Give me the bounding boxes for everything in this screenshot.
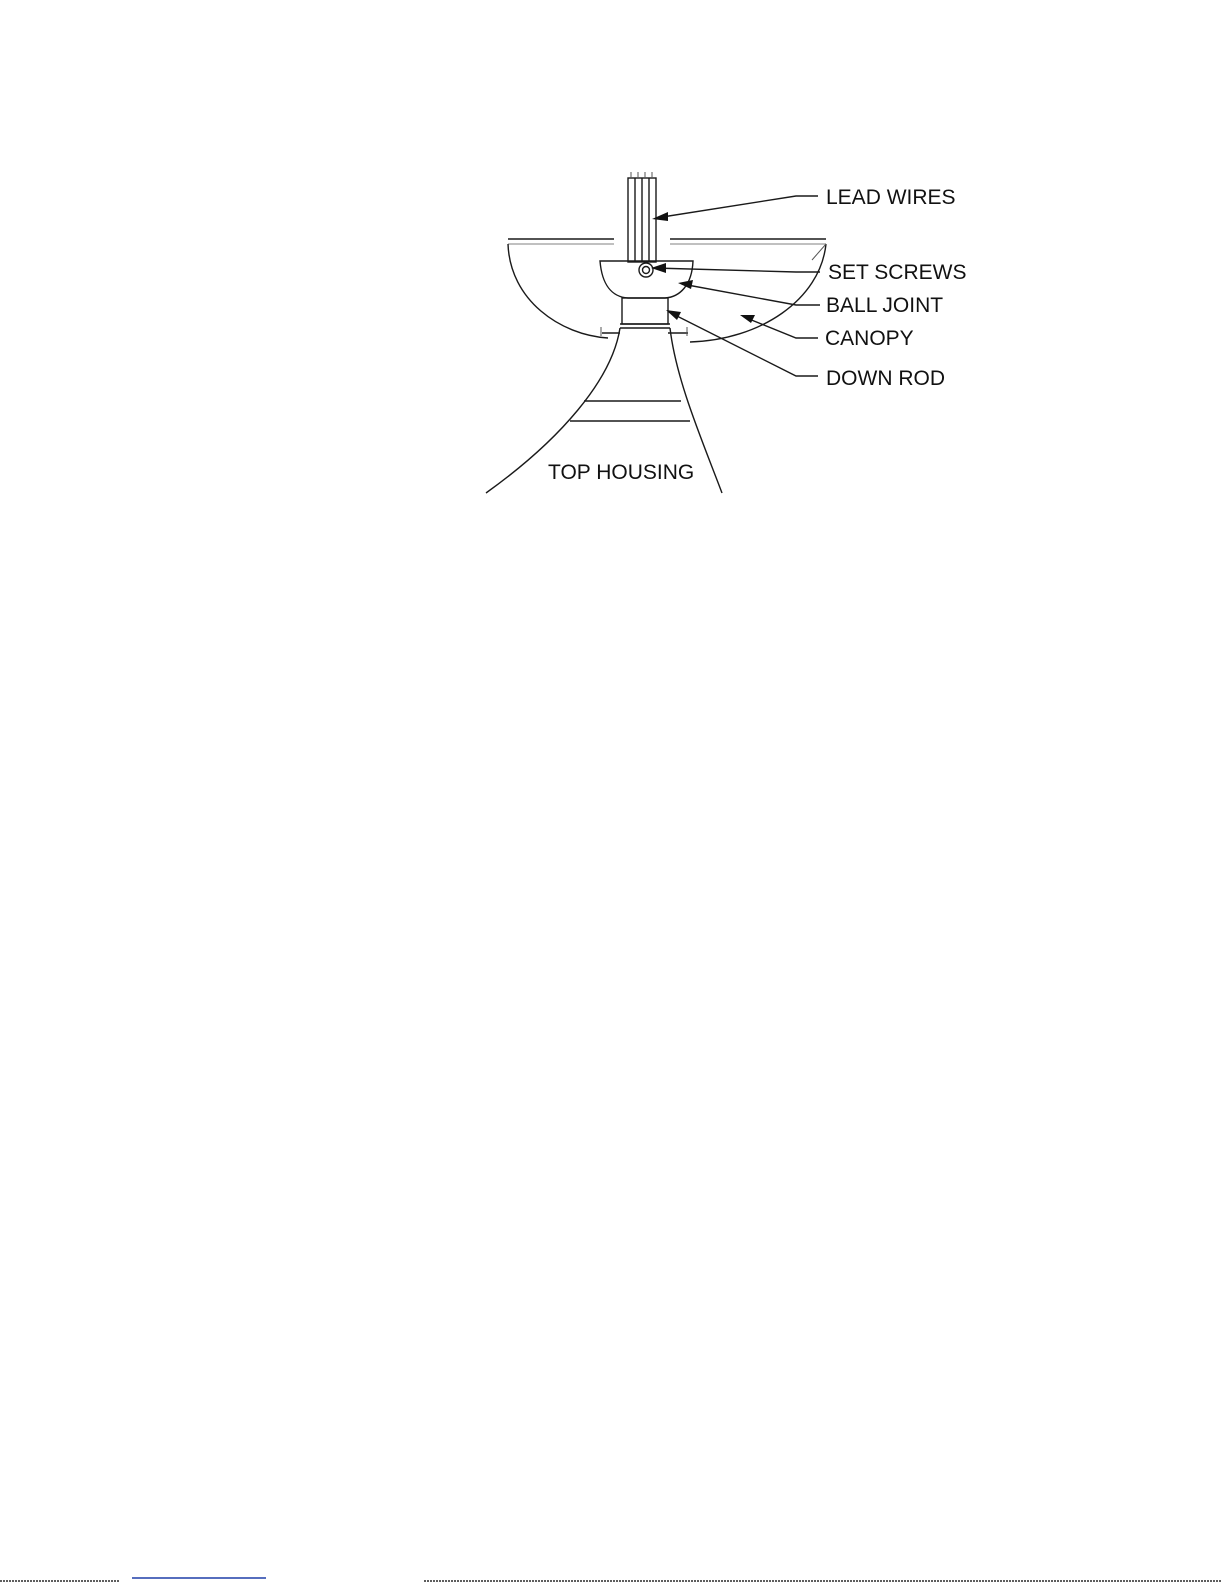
ceiling-plate: [508, 239, 826, 244]
label-top-housing: TOP HOUSING: [548, 461, 695, 484]
page-footer-artifacts: [0, 1578, 1222, 1581]
label-canopy: CANOPY: [825, 327, 914, 350]
lead-wires: [628, 172, 656, 262]
label-set-screws: SET SCREWS: [828, 261, 967, 284]
label-lead-wires: LEAD WIRES: [826, 186, 956, 209]
label-ball-joint: BALL JOINT: [826, 294, 944, 317]
leader-lines: [651, 196, 826, 376]
ball-joint: [600, 261, 693, 298]
label-down-rod: DOWN ROD: [826, 367, 945, 390]
down-rod: [620, 298, 670, 328]
